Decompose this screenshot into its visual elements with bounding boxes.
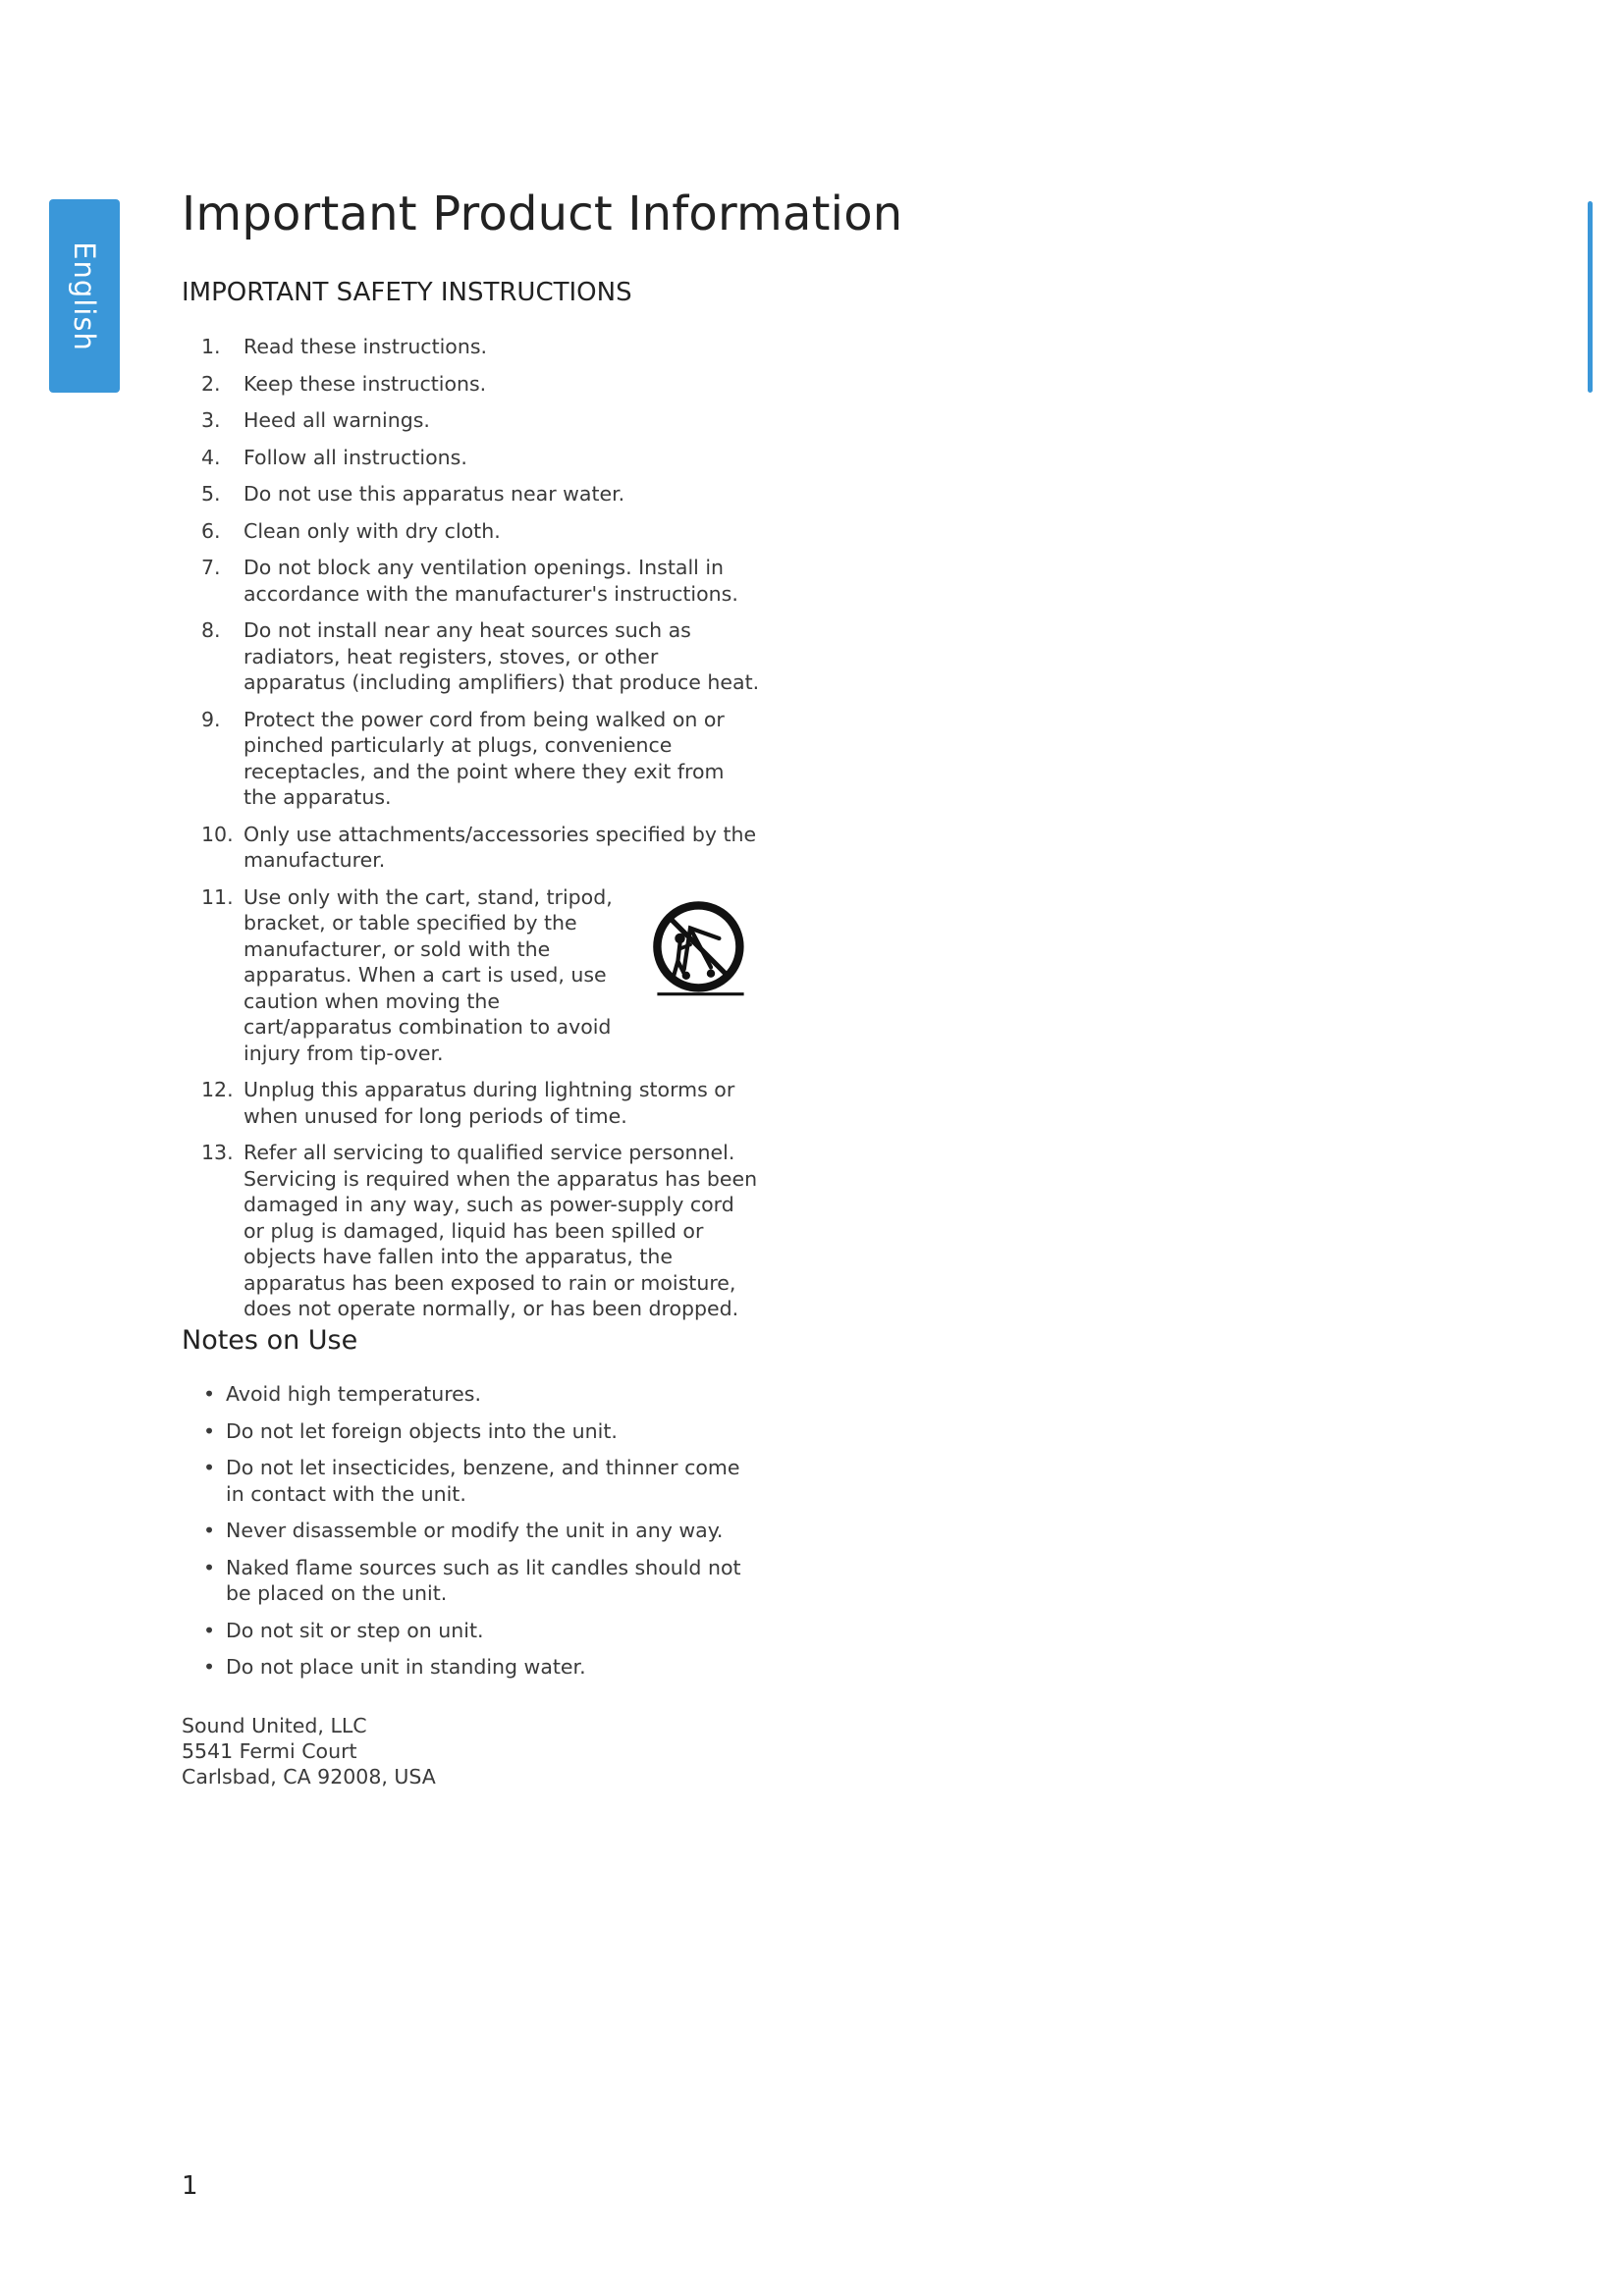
safety-heading: IMPORTANT SAFETY INSTRUCTIONS [182, 278, 632, 307]
list-item: 7. Do not block any ventilation openings. Install in accordance with the manufacturer's instructions. [201, 556, 738, 606]
list-item: 1. Read these instructions. [201, 335, 488, 358]
list-item: 12. Unplug this apparatus during lightning storms or when unused for long periods of time. [201, 1078, 735, 1128]
list-item: 5. Do not use this apparatus near water. [201, 482, 625, 506]
right-accent-rule [1588, 201, 1593, 393]
language-tab [49, 199, 120, 393]
list-item: • Do not sit or step on unit. [201, 1618, 751, 1644]
address-company: Sound United, LLC [182, 1714, 367, 1737]
page-title: Important Product Information [182, 187, 903, 241]
list-item: 6. Clean only with dry cloth. [201, 518, 501, 543]
notes-heading: Notes on Use [182, 1325, 358, 1356]
cart-tip-over-warning-icon [649, 897, 752, 1000]
list-item: 8. Do not install near any heat sources such as radiators, heat registers, stoves, or other apparatus (including amplifiers) that produce heat. [201, 618, 760, 694]
list-item: • Never disassemble or modify the unit in any way. [201, 1518, 751, 1544]
list-item: • Do not place unit in standing water. [201, 1654, 751, 1681]
language-tab-label: English [68, 240, 101, 351]
page-number: 1 [182, 2171, 198, 2201]
address-street: 5541 Fermi Court [182, 1739, 357, 1763]
list-item: 3. Heed all warnings. [201, 408, 430, 432]
list-item: • Do not let foreign objects into the unit. [201, 1418, 751, 1445]
safety-instructions-list [201, 334, 761, 1333]
list-item: 10. Only use attachments/accessories specified by the manufacturer. [201, 822, 757, 872]
list-item: 11. Use only with the cart, stand, tripod, bracket, or table specified by the manufacturer, or sold with the apparatus. When a cart is used, use caution when moving the cart/apparatus combination to avoid injury from tip-over. [201, 884, 761, 1067]
list-item: 13. Refer all servicing to qualified service personnel. Servicing is required when the apparatus has been damaged in any way, such as power-supply cord or plug is damaged, liquid has been spilled or objects have fallen into the apparatus, the apparatus has been exposed to rain or moisture, does not operate normally, or has been dropped. [201, 1141, 758, 1320]
address-city: Carlsbad, CA 92008, USA [182, 1765, 436, 1789]
list-item: • Avoid high temperatures. [201, 1381, 751, 1408]
notes-on-use-list [201, 1381, 751, 1691]
list-item: 2. Keep these instructions. [201, 371, 487, 396]
list-item: 9. Protect the power cord from being walked on or pinched particularly at plugs, convenience receptacles, and the point where they exit from the apparatus. [201, 707, 725, 809]
list-item: • Naked flame sources such as lit candles should not be placed on the unit. [201, 1555, 751, 1607]
list-item: 4. Follow all instructions. [201, 445, 467, 469]
list-item: • Do not let insecticides, benzene, and thinner come in contact with the unit. [201, 1455, 751, 1507]
company-address [182, 1713, 436, 1789]
